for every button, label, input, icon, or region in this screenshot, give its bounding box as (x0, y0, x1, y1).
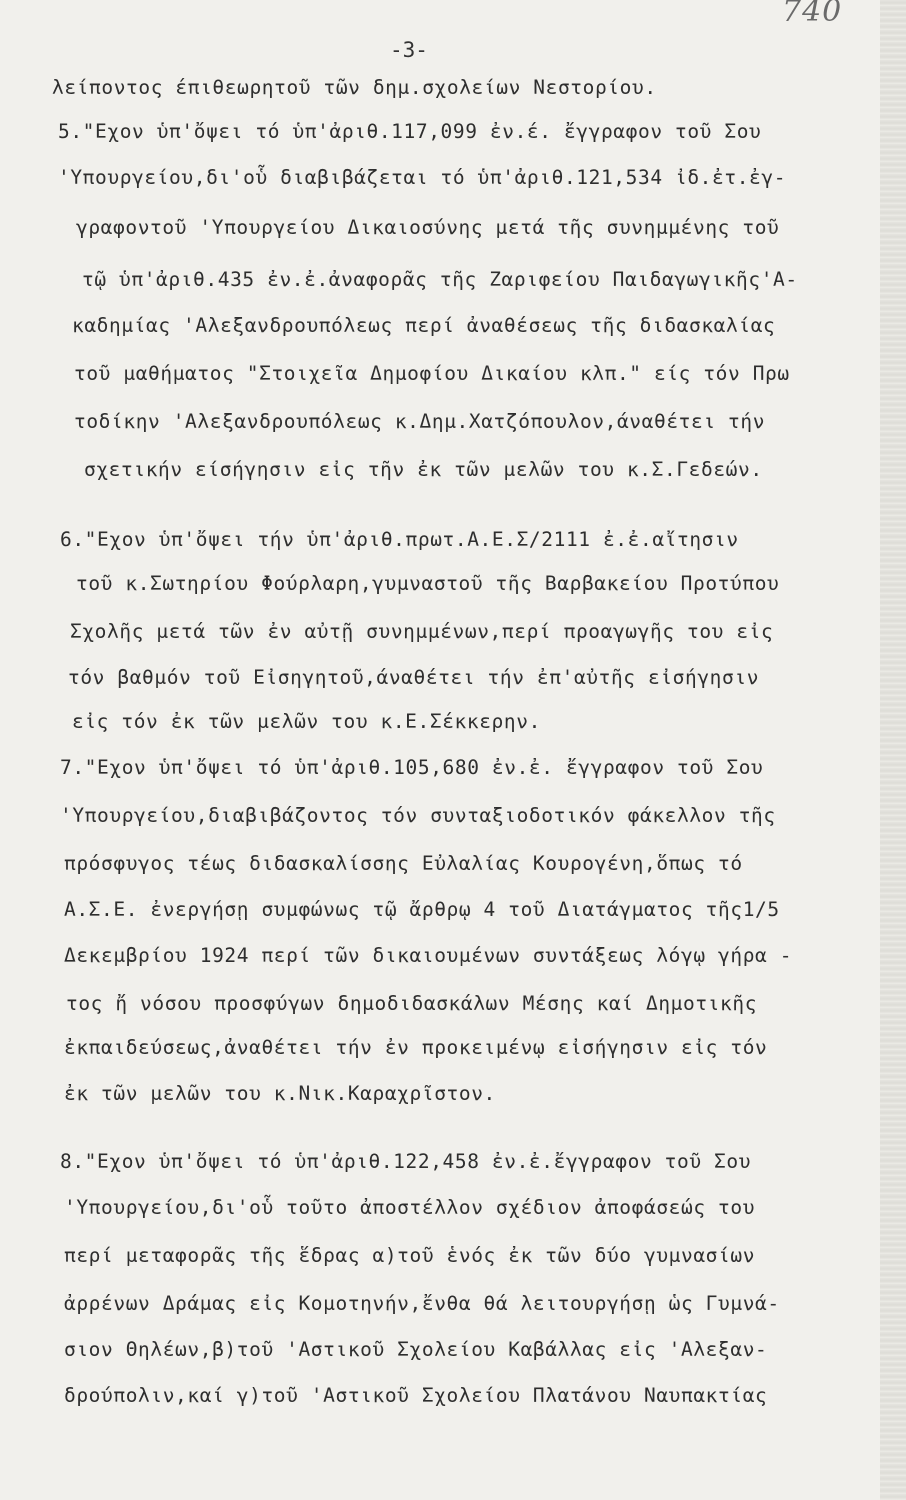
text-line: σχετικήν είσήγησιν εἰς τῆν ἐκ τῶν μελῶν του κ.Σ.Γεδεών. (84, 458, 763, 481)
text-line: Δεκεμβρίου 1924 περί τῶν δικαιουμένων συντάξεως λόγῳ γήρα - (64, 944, 793, 967)
text-line: 'Υπουργείου,διαβιβάζοντος τόν συνταξιοδοτικόν φάκελλον τῆς (60, 804, 776, 827)
text-line: τῷ ὑπ'ἀριθ.435 ἐν.ἐ.ἀναφορᾶς τῆς Ζαριφείου Παιδαγωγικῆς'Α- (82, 268, 798, 291)
text-line: τόν βαθμόν τοῦ Εἰσηγητοῦ,άναθέτει τήν ἐπ'αὐτῆς εἰσήγησιν (68, 666, 760, 689)
text-line: 6."Εχον ὑπ'ὄψει τήν ὑπ'ἀριθ.πρωτ.Α.Ε.Σ/2111 ἐ.ἐ.αἴτησιν (60, 528, 739, 551)
page-edge (880, 0, 906, 1500)
text-line: εἰς τόν ἐκ τῶν μελῶν του κ.Ε.Σέκκερην. (72, 710, 541, 733)
text-line: σιον Θηλέων,β)τοῦ 'Αστικοῦ Σχολείου Καβάλλας εἰς 'Αλεξαν- (64, 1338, 768, 1361)
text-line: γραφοντοῦ 'Υπουργείου Δικαιοσύνης μετά τῆς συνημμένης τοῦ (76, 216, 780, 239)
text-line: ἐκ τῶν μελῶν του κ.Νικ.Καραχρῖστον. (64, 1082, 496, 1105)
page-number: -3- (390, 38, 428, 62)
text-line: 7."Εχον ὑπ'ὄψει τό ὑπ'ἀριθ.105,680 ἐν.ἐ. ἔγγραφον τοῦ Σου (60, 756, 764, 779)
text-line: ἀρρένων Δράμας εἰς Κομοτηνήν,ἔνθα θά λειτουργήσῃ ὡς Γυμνά- (64, 1292, 780, 1315)
text-line: δρούπολιν,καί γ)τοῦ 'Αστικοῦ Σχολείου Πλατάνου Ναυπακτίας (64, 1384, 768, 1407)
text-line: τοῦ κ.Σωτηρίου Φούρλαρη,γυμναστοῦ τῆς Βαρβακείου Προτύπου (76, 572, 780, 595)
text-line: περί μεταφορᾶς τῆς ἕδρας α)τοῦ ἑνός ἐκ τῶν δύο γυμνασίων (64, 1244, 756, 1267)
text-line: 8."Εχον ὑπ'ὄψει τό ὑπ'ἀριθ.122,458 ἐν.ἐ.ἔγγραφον τοῦ Σου (60, 1150, 752, 1173)
text-line: πρόσφυγος τέως διδασκαλίσσης Εὐλαλίας Κουρογένη,ὅπως τό (64, 852, 743, 875)
archive-page-number: 740 (782, 0, 843, 29)
text-line: λείποντος έπιθεωρητοῦ τῶν δημ.σχολείων Νεστορίου. (52, 76, 657, 99)
text-line: Α.Σ.Ε. ἐνεργήσῃ συμφώνως τῷ ἄρθρῳ 4 τοῦ Διατάγματος τῆς1/5 (64, 898, 780, 921)
text-line: τοδίκην 'Αλεξανδρουπόλεως κ.Δημ.Χατζόπουλον,άναθέτει τήν (74, 410, 766, 433)
text-line: τοῦ μαθήματος "Στοιχεῖα Δημοφίου Δικαίου κλπ." είς τόν Πρω (74, 362, 790, 385)
text-line: ἐκπαιδεύσεως,ἀναθέτει τήν ἐν προκειμένῳ εἰσήγησιν εἰς τόν (64, 1036, 768, 1059)
text-line: Σχολῆς μετά τῶν ἐν αὐτῇ συνημμένων,περί προαγωγῆς του εἰς (70, 620, 774, 643)
text-line: τος ἤ νόσου προσφύγων δημοδιδασκάλων Μέσης καί Δημοτικῆς (66, 992, 758, 1015)
text-line: 'Υπουργείου,δι'οὗ τοῦτο ἀποστέλλον σχέδιον ἀποφάσεώς του (64, 1196, 756, 1219)
text-line: 5."Εχον ὑπ'ὄψει τό ὑπ'ἀριθ.117,099 ἐν.έ. ἔγγραφον τοῦ Σου (58, 120, 762, 143)
text-line: 'Υπουργείου,δι'οὗ διαβιβάζεται τό ὑπ'ἀριθ.121,534 ἰδ.ἐτ.ἐγ- (58, 166, 787, 189)
text-line: καδημίας 'Αλεξανδρουπόλεως περί ἀναθέσεως τῆς διδασκαλίας (72, 314, 776, 337)
